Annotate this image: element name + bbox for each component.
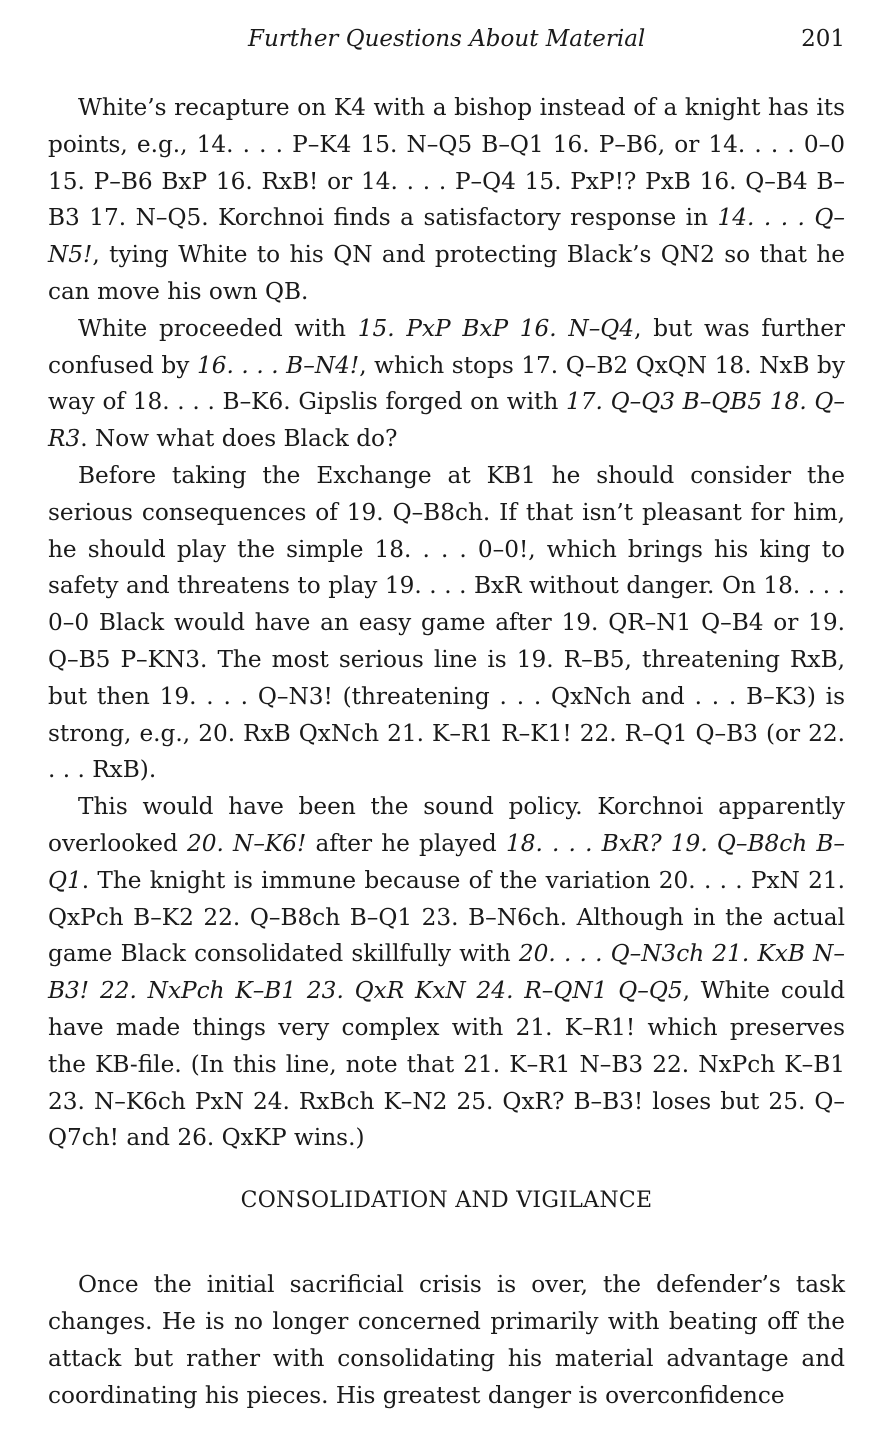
running-head — [48, 26, 845, 60]
text-segment: , White could have made things very complex with 21. K–R1! which preserves the KB-file. (In this line, note that 21. K–R1 N–B3 22. NxPch K–B1 23. N–K6ch PxN 24. RxBch K–N2 25. QxR? B–B3! loses but 25. Q–Q7ch! and 26. QxKP wins.) — [48, 977, 846, 1152]
text-segment: This would have been the sound policy. Korchnoi apparently overlooked — [48, 793, 845, 857]
text-segment: Before taking the Exchange at KB1 he should consider the serious consequences of 19. Q–B8ch. If that isn’t pleasant for him, he should play the simple 18. . . . 0–0!, which brings his king to safety and threatens to play 19. . . . BxR without danger. On 18. . . . 0–0 Black would have an easy game after 19. QR–N1 Q–B4 or 19. Q–B5 P–KN3. The most serious line is 19. R–B5, threatening RxB, but then 19. . . . Q–N3! (threatening . . . QxNch and . . . B–K3) is strong, e.g., 20. RxB QxNch 21. K–R1 R–K1! 22. R–Q1 Q–B3 (or 22. . . . RxB). — [48, 461, 845, 784]
italic-move-segment: 20. N–K6! — [187, 829, 307, 857]
paragraph — [48, 1267, 845, 1414]
section-heading: CONSOLIDATION AND VIGILANCE — [240, 1188, 653, 1214]
body-text — [48, 90, 845, 1414]
italic-move-segment: 18. . . . BxR? 19. Q–B8ch B–Q1 — [48, 829, 845, 894]
text-segment: . Now what does Black do? — [80, 425, 398, 453]
running-head-title: Further Questions About Material — [248, 26, 646, 52]
paragraph — [48, 458, 845, 789]
text-segment: Once the initial sacrificial crisis is over, the defender’s task changes. He is no longer concerned primarily with beating off the attack but rather with consolidating his material advantage and coordinating his pieces. His greatest danger is overconfidence — [48, 1271, 845, 1409]
paragraphs-after-heading — [48, 1267, 845, 1414]
italic-move-segment: 14. . . . Q–N5! — [48, 204, 845, 269]
italic-move-segment: 15. PxP BxP 16. N–Q4 — [357, 314, 635, 342]
text-segment: , tying White to his QN and protecting Black’s QN2 so that he can move his own QB. — [48, 241, 845, 305]
page-number: 201 — [801, 26, 845, 52]
text-segment: . The knight is immune because of the variation 20. . . . PxN 21. QxPch B–K2 22. Q–B8ch B–Q1 23. B–N6ch. Although in the actual game Black consolidated skillfully with — [48, 866, 845, 968]
text-segment: White’s recapture on K4 with a bishop instead of a knight has its points, e.g., 14. . . . P–K4 15. N–Q5 B–Q1 16. P–B6, or 14. . . . 0–0 15. P–B6 BxP 16. RxB! or 14. . . . P–Q4 15. PxP!? PxB 16. Q–B4 B–B3 17. N–Q5. Korchnoi finds a satisfactory response in — [48, 94, 845, 232]
italic-move-segment: 20. . . . Q–N3ch 21. KxB N–B3! 22. NxPch K–B1 23. QxR KxN 24. R–QN1 Q–Q5 — [48, 940, 845, 1005]
text-segment: , but was further confused by — [48, 314, 846, 379]
italic-move-segment: 16. . . . B–N4! — [196, 351, 360, 379]
book-page — [48, 26, 845, 1414]
paragraphs-before-heading — [48, 90, 845, 1157]
text-segment: after he played — [306, 829, 506, 857]
paragraph — [48, 311, 845, 458]
italic-move-segment: 17. Q–Q3 B–QB5 18. Q–R3 — [48, 388, 845, 453]
text-segment: , which stops 17. Q–B2 QxQN 18. NxB by way of 18. . . . B–K6. Gipslis forged on with — [48, 351, 845, 416]
paragraph — [48, 90, 845, 311]
paragraph — [48, 789, 845, 1157]
text-segment: White proceeded with — [78, 314, 358, 342]
